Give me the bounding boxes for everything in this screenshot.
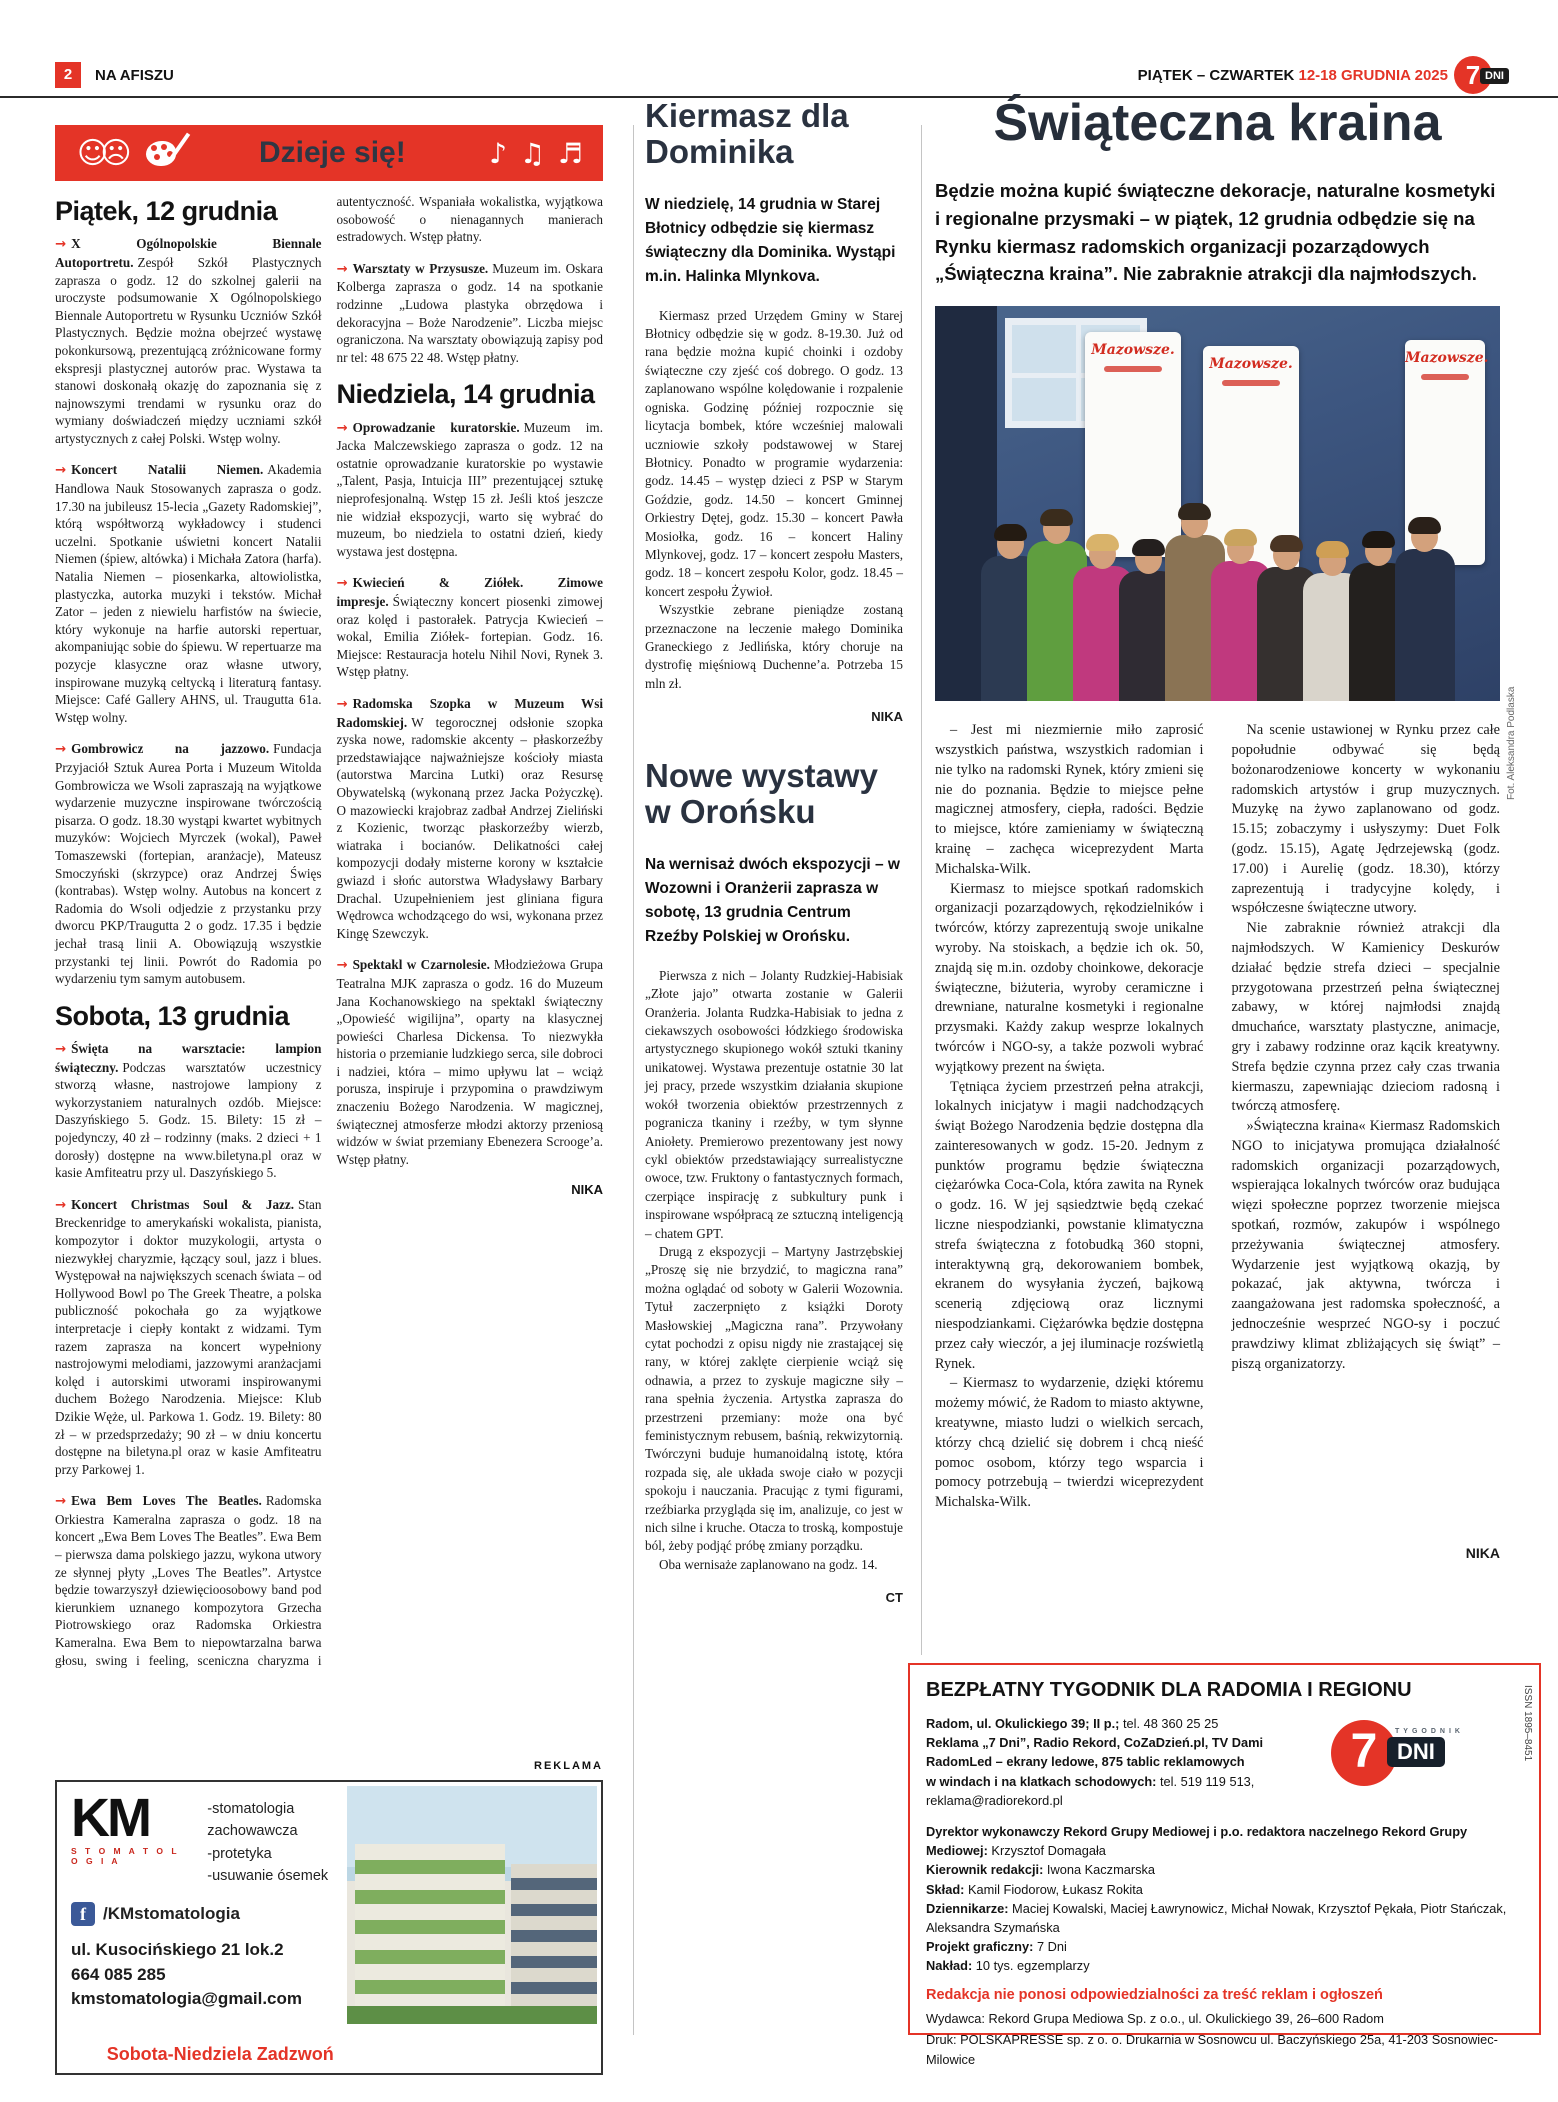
- banner-text: Mazowsze.: [1405, 350, 1489, 367]
- ad-address-block: [71, 1938, 343, 2012]
- logo-seven-icon: 7: [1331, 1720, 1397, 1786]
- events-block: [55, 125, 603, 1673]
- event-lead: Święta na warsztacie: lampion świąteczny.: [55, 1041, 322, 1075]
- event-lead: Warsztaty w Przysusze.: [352, 260, 489, 276]
- byline: NIKA: [871, 709, 903, 725]
- logo-dni-label: DNI: [1480, 68, 1509, 84]
- date-range: 12-18 GRUDNIA 2025: [1298, 67, 1448, 84]
- day-heading-saturday: Sobota, 13 grudnia: [55, 1000, 290, 1031]
- article-headline: Nowe wystawy w Orońsku: [645, 757, 878, 831]
- article-lead: Na wernisaż dwóch ekspozycji – w Wozowni i Oranżerii zaprasza w sobotę, 13 grudnia Centrum Rzeźby Polskiej w Orońsku.: [645, 855, 900, 945]
- arrow-icon: →: [336, 261, 348, 277]
- contact-line: reklama@radiorekord.pl: [926, 1792, 1063, 1808]
- km-logo-sub: S T O M A T O L O G I A: [71, 1845, 180, 1866]
- arrow-icon: →: [55, 237, 67, 253]
- ad-phone: 664 085 285: [71, 1964, 166, 1984]
- event-text: Zespół Szkół Plastycznych zaprasza o godz. 12 do szkolnej galerii na uroczyste podsumowanie X Ogólnopolskiego Biennale Autoportretu w Rysunku Uczniów Szkół Plastycznych. Będzie można obejrzeć wystawę pokonkursową, prezentującą zróżnicowane formy ekspresji plastycznej autorów prac. Wystawa ta stanowi doskonałą okazję do zapoznania się z najnowszymi trendami w rysunku oraz do wymiany doświadczeń między uczniami szkół artystycznych z całej Polski. Wstęp wolny.: [55, 254, 322, 446]
- event-lead: Gombrowicz na jazzowo.: [71, 741, 270, 757]
- masthead-print: Druk: POLSKAPRESSE sp. z o. o. Drukarnia w Sosnowcu ul. Baczyńskiego 25a, 41-203 Sosnowiec-Milowice: [926, 2032, 1498, 2067]
- event-item: [337, 260, 604, 367]
- event-text: Świąteczny koncert piosenki zimowej oraz kolęd i pastorałek. Patrycja Kwiecień – wokal, Emilia Ziółek- fortepian. Godz. 16. Miejsce: Restauracja hotelu Nihil Novi, Rynek 3. Wstęp płatny.: [336, 594, 603, 680]
- section-title: NA AFISZU: [95, 67, 174, 84]
- facebook-icon: f: [71, 1902, 95, 1926]
- services-list: [207, 1794, 343, 1888]
- arrow-icon: →: [55, 463, 67, 479]
- middle-column: [645, 98, 903, 1639]
- staff-line: Projekt graficzny: 7 Dni: [926, 1939, 1067, 1955]
- facebook-row: [71, 1902, 343, 1926]
- km-dental-ad: [55, 1780, 603, 2075]
- event-lead: X Ogólnopolskie Biennale Autoportretu.: [55, 236, 322, 270]
- event-lead: Spektakl w Czarnolesie.: [352, 957, 490, 973]
- km-logo: [71, 1788, 193, 1866]
- arrow-icon: →: [336, 576, 348, 592]
- ad-hours: Sobota-Niedziela Zadzwoń: [106, 2044, 334, 2064]
- feature-paragraph: Nie zabraknie również atrakcji dla najmłodszych. W Kamienicy Deskurów działać będzie strefa dzieci – specjalnie przygotowana przestrzeń pełna świątecznej zabawy, w której najmłodsi znajdą dmuchańce, warsztaty plastyczne, animacje, gry i zabawy rodzinne oraz kącik kreatywny. Strefa będzie czynna przez cały czas trwania kiermaszu, zapewniając dzieciom radosną i twórczą atmosferę.: [1231, 920, 1500, 1115]
- ad-email: kmstomatologia@gmail.com: [71, 1989, 303, 2009]
- event-lead: Kwiecień & Ziółek. Zimowe impresje.: [336, 575, 603, 610]
- event-text: Podczas warsztatów uczestnicy stworzą własne, nastrojowe lampiony z wykorzystaniem naturalnych ozdób. Miejsce: Daszyńskiego 5. Godz. 15. Bilety: 15 zł – pojedynczy, 40 zł – rodzinny (maks. 2 dzieci + 1 dorosły) dostępne na www.biletyna.pl oraz w kasie Amfiteatru przy ul. Daszyńskiego 5.: [55, 1059, 322, 1181]
- masthead-box: [908, 1663, 1541, 2067]
- contact-line: Reklama „7 Dni”, Radio Rekord, CoZaDzień.pl, TV Dami: [926, 1735, 1264, 1751]
- contact-line: w windach i na klatkach schodowych: tel. 519 119 513,: [926, 1773, 1255, 1789]
- ad-content: [71, 1788, 343, 2012]
- feature-photo: [935, 306, 1500, 701]
- event-lead: Koncert Natalii Niemen.: [71, 462, 264, 478]
- page-header: [0, 62, 1558, 96]
- event-lead: Oprowadzanie kuratorskie.: [352, 419, 520, 435]
- masthead-title: BEZPŁATNY TYGODNIK DLA RADOMIA I REGIONU: [926, 1679, 1412, 1701]
- event-text: Fundacja Przyjaciół Sztuk Aurea Porta i Muzeum Witolda Gombrowicza we Wsoli zapraszają na wyjątkowe wydarzenie muzyczne inspirowane twórczością pisarza. O godz. 18.30 wystąpi kwartet wybitnych muzyków: Wojciech Myrczek (wokal), Paweł Tomaszewski (fortepian, aranżacje), Mateusz Smoczyński (skrzypce) oraz Andrzej Święs (kontrabas). Wstęp wolny. Autobus na koncert z Radomia do Wsoli odjedzie z przystanku przy dworcu PKP/Traugutta 2 o godz. 17.35 i będzie jechał trasą linii A. Obowiązują wszystkie przystanki tej linii. Powrót do Radomia po wydarzeniu tym samym autobusem.: [55, 741, 322, 987]
- contact-line: Radom, ul. Okulickiego 39; II p.; tel. 48 360 25 25: [926, 1716, 1219, 1731]
- logo-seven-icon: 7: [1454, 56, 1492, 94]
- event-text: Akademia Handlowa Nauk Stosowanych zaprasza o godz. 17.30 na jubileusz 15-lecia „Gazety Radomskiej”, którą współtworzą wykładowcy i studenci uczelni. Spotkanie uświetni koncert Natalii Niemen (śpiew, altówka) i Michała Zatora (harfa). Natalia Niemen – piosenkarka, altowiolistka, plastyczka, autorka muzyki i tekstów. Michał Zator – jeden z niewielu harfistów na świecie, który wykonuje na harfie autorski repertuar, akompaniując sobie do śpiewu. W repertuarze ma pozycje klasyczne oraz własne utwory, inspirowane muzyką celtycką i literaturą fantasy. Miejsce: Café Gallery AHNS, ul. Traugutta 61a. Wstęp wolny.: [55, 462, 322, 725]
- theater-masks-icon: ☺☹: [77, 135, 124, 171]
- feature-paragraph: »Świąteczna kraina« Kiermasz Radomskich NGO to inicjatywa promująca działalność radomskich organizacji pozarządowych, wspierająca lokalnych twórców oraz budująca więzi społeczne poprzez tworzenie miejsca spotkań, rozmów, zakupów i wspólnego przeżywania świątecznej atmosfery. Wydarzenie jest wyjątkową okazją, by pokazać, jak aktywna, twórcza i zaangażowana jest radomska społeczność, a jednocześnie wesprzeć NGO-sy i poczuć prawdziwy klimat zbliżających się świąt” – piszą organizatorzy.: [1231, 1118, 1500, 1372]
- masthead-contact: [926, 1714, 1306, 1810]
- article-lead: W niedzielę, 14 grudnia w Starej Błotnicy odbędzie się kiermasz świąteczny dla Dominika. Wystąpi m.in. Halinka Mlynkova.: [645, 195, 896, 285]
- staff-line: Nakład: 10 tys. egzemplarzy: [926, 1958, 1090, 1974]
- event-lead: Radomska Szopka w Muzeum Wsi Radomskiej.: [336, 696, 603, 730]
- byline: CT: [885, 1590, 903, 1606]
- music-notes-icon: ♪ ♫ ♬: [489, 136, 585, 170]
- article-headline: Kiermasz dla Dominika: [645, 97, 849, 171]
- event-text: W tegorocznej odsłonie szopka zyska nowe, radomskie akcenty – płaskorzeźby przedstawiające najważniejsze kościoły miasta (autorstwa Marcina Lutki) oraz Resursę Obywatelską (wykonaną przez Jacka Pożyczkę). O mazowiecki krajobraz zadbał Andrzej Zieliński z Kozienic, tworząc płaskorzeźby wierzb, wiatraka i bocianów. Delikatności całej kompozycji dodały misterne korony w kształcie gwiazd i słońc autorstwa Władysławy Barbary Drachal. Uzupełnieniem jest gliniana figura Wędrowca wchodzącego do wsi, wykonana przez Kingę Szewczyk.: [336, 714, 603, 941]
- staff-line: Skład: Kamil Fiodorow, Łukasz Rokita: [926, 1881, 1143, 1897]
- event-lead: Ewa Bem Loves The Beatles.: [71, 1493, 262, 1509]
- group-of-people: [935, 306, 1500, 701]
- masthead-publisher: Wydawca: Rekord Grupa Mediowa Sp. z o.o., ul. Okulickiego 39, 26–600 Radom: [926, 2011, 1384, 2027]
- feature-paragraph: Kiermasz to miejsce spotkań radomskich organizacji pozarządowych, rękodzielników i twórców, którzy zaprezentują swoje unikalne wyroby. Na stoiskach, a będzie ich ok. 50, znajdą się m.in. ozdoby choinkowe, dekoracje świąteczne, biżuteria, wyroby ceramiczne i drewniane, naturalne kosmetyki i regionalne przysmaki. Każdy zakup wesprze lokalnych twórców i NGO-sy, a także pozwoli wybrać wyjątkowy prezent na święta.: [935, 880, 1204, 1075]
- feature-paragraph: Na scenie ustawionej w Rynku przez całe popołudnie odbywać się będą bożonarodzeniowe koncerty w wykonaniu radomskich artystów i grup muzycznych. Muzykę na żywo zaplanowano od godz. 15.15; zobaczymy i usłyszymy: Duet Folk (godz. 15.15), Agatę Jędrzejewską (godz. 17.00) i Aurelię (godz. 18.30), którzy zaprezentują i tradycyjne kolędy, i współczesne świąteczne utwory.: [1231, 722, 1500, 917]
- facebook-handle: /KMstomatologia: [103, 1903, 240, 1923]
- staff-line: Kierownik redakcji: Iwona Kaczmarska: [926, 1862, 1156, 1878]
- byline: NIKA: [571, 1182, 603, 1198]
- feature-paragraph: Tętniąca życiem przestrzeń pełna atrakcji, lokalnych inicjatyw i magii nadchodzących świąt Bożego Narodzenia będzie dostępna dla zainteresowanych w godz. 15-20. Jednym z punktów programu będzie świąteczna ciężarówka Coca-Cola, która zawita na Rynek o godz. 16. W jej sąsiedztwie będą czekać liczne niespodzianki, powstanie klimatyczna strefa świąteczna z fotobudką 360 stopni, interaktywną grą, dekorowaniem bombek, ekranem do wysyłania życzeń, bajkową scenerią zdjęciową oraz licznymi niespodziankami. Ciężarówka będzie dostępna przez cały wieczór, a jej iluminacje rozświetlą Rynek.: [935, 1078, 1204, 1372]
- column-divider-left: [633, 125, 634, 2035]
- banner-text: Mazowsze.: [1091, 342, 1175, 359]
- building-photo: [347, 1786, 597, 2024]
- feature-paragraph: – Kiermasz to wydarzenie, dzięki któremu możemy mówić, że Radom to miasto aktywne, kreatywne, miasto ludzi o wielkich sercach, którzy chcą dzielić się dobrem i chcą nieść pomoc osobom, którzy tego wsparcia i pomocy potrzebują – twierdzi wiceprezydent Michalska-Wilk.: [935, 1375, 1204, 1511]
- article-paragraph: Oba wernisaże zaplanowano na godz. 14.: [659, 1556, 878, 1572]
- photo-credit: Fot. Aleksandra Podlaska: [1506, 686, 1517, 800]
- arrow-icon: →: [336, 958, 348, 974]
- event-item: [337, 956, 604, 1168]
- event-item: [55, 1196, 322, 1479]
- event-item: [55, 1040, 322, 1182]
- event-item: [337, 419, 604, 561]
- staff-line: Dyrektor wykonawczy Rekord Grupy Mediowej i p.o. redaktora naczelnego Rekord Grupy Mediowej: Krzysztof Domagała: [926, 1823, 1468, 1859]
- staff-line: Dziennikarze: Maciej Kowalski, Maciej Ławrynowicz, Michał Nowak, Krzysztof Pękała, Piotr Stańczak, Aleksandra Szymańska: [926, 1900, 1507, 1935]
- masthead-staff: [926, 1822, 1509, 1976]
- event-item: [337, 574, 604, 681]
- date-days: PIĄTEK – CZWARTEK: [1137, 67, 1299, 84]
- byline: NIKA: [1465, 1545, 1500, 1562]
- banner-text: Mazowsze.: [1209, 356, 1293, 373]
- arrow-icon: →: [55, 1042, 67, 1058]
- event-item: [55, 740, 322, 987]
- arrow-icon: →: [336, 420, 348, 436]
- arrow-icon: →: [55, 742, 67, 758]
- article-kiermasz-dominik: [645, 98, 903, 724]
- page-number: 2: [55, 62, 81, 88]
- logo-dni-label: DNI: [1387, 1737, 1445, 1767]
- palette-icon: [146, 141, 176, 166]
- event-text: Stan Breckenridge to amerykański wokalista, pianista, kompozytor i doktor muzykologii, artysta o niezwykłej charyzmie, łączący soul, jazz i blues. Występował na największych scenach świata – od Hollywood Bowl po The Greek Theatre, a polska publiczność pokochała go za wyjątkowe interpretacje i ciepły kontakt z widzami. Tym razem zaprasza na koncert wypełniony nastrojowymi melodiami, jazzowymi aranżacjami kolęd i autorskimi utworami inspirowanymi duchem Bożego Narodzenia. Miejsce: Klub Dzikie Węże, ul. Parkowa 1. Godz. 19. Bilety: 80 zł – w przedsprzedaży; 90 zł – w dniu koncertu dostępne na biletyna.pl oraz w kasie Amfiteatru przy Parkowej 1.: [55, 1196, 322, 1477]
- arrow-icon: →: [336, 697, 348, 712]
- person-figure: [1395, 522, 1455, 701]
- 7dni-logo: [1454, 56, 1516, 96]
- event-text: Muzeum im. Jacka Malczewskiego zaprasza o godz. 12 na ostatnie oprowadzanie kuratorskie po wystawie „Talent, Pasja, Intuicja III” prezentującej sztukę nieprofesjonalną. Wstęp 15 zł. Jeśli ktoś jeszcze nie widział ekspozycji, warto się wybrać do muzeum, bo niedziela to ostatni dzień, kiedy wystawa jest dostępna.: [336, 419, 603, 559]
- event-text: Młodzieżowa Grupa Teatralna MJK zaprasza o godz. 16 do Muzeum Jana Kochanowskiego na spektakl świąteczny „Opowieść wigilijna”, oparty na klasycznej powieści Charlesa Dickensa. To niezwykła historia o przemianie ludzkiego serca, sile dobroci i nadziei, która – mimo upływu lat – wciąż porusza, inspiruje i przypomina o prawdziwym znaczeniu Bożego Narodzenia. W magicznej, świątecznej atmosferze młodzi aktorzy przeniosą widzów w świat przemiany Ebenezera Scrooge’a. Wstęp płatny.: [336, 957, 603, 1167]
- event-text: Muzeum im. Oskara Kolberga zaprasza o godz. 14 na spotkanie rodzinne „Ludowa plastyka obrzędowa i dekoracyjna – Boże Narodzenie”. Liczba miejsc ograniczona. Na warsztaty obowiązują zapisy pod nr tel: 48 675 22 48. Wstęp płatny.: [336, 260, 603, 365]
- service-item: -usuwanie ósemek: [207, 1868, 329, 1885]
- event-item: [55, 461, 322, 726]
- service-item: -protetyka: [207, 1845, 272, 1862]
- day-heading-sunday: Niedziela, 14 grudnia: [336, 379, 595, 410]
- contact-line: RadomLed – ekrany ledowe, 875 tablic reklamowych: [926, 1754, 1245, 1770]
- article-paragraph: Pierwsza z nich – Jolanty Rudzkiej-Habisiak „Złote jajo” otwarta zostanie w Galerii Oranżeria. Jolanta Rudzka-Habisiak to jedna z ciekawszych osobowości łódzkiego środowiska artystycznego skupionego wokół sztuki tkaniny unikatowej. Wystawa prezentuje ostatnie 30 lat jej pracy, przede wszystkim działania skupione wokół tworzenia obiektów przestrzennych z pogranicza tkaniny i rzeźby, w tym słynne Aniołety. Premierowo prezentowany jest nowy cykl obiektów przedstawiający surrealistyczne owoce, tzw. Fruktony o fantastycznych formach, czerpiące inspirację z subkultury punk i inspirowane współpracą ze sztuczną inteligencją – chatem GPT.: [645, 967, 903, 1241]
- banner-title: Dzieje się!: [258, 136, 406, 169]
- article-paragraph: Wszystkie zebrane pieniądze zostaną przeznaczone na leczenie małego Dominika Graneckiego z Jedlińska, który choruje na dystrofię mięśniową Duchenne’a. Potrzeba 15 mln zł.: [645, 602, 903, 691]
- arrow-icon: →: [55, 1494, 67, 1510]
- feature-lead: Będzie można kupić świąteczne dekoracje, naturalne kosmetyki i regionalne przysmaki – w piątek, 12 grudnia odbędzie się na Rynku kiermasz radomskich organizacji pozarządowych „Świąteczna kraina”. Nie zabraknie atrakcji dla najmłodszych.: [935, 180, 1496, 285]
- events-listing: [55, 193, 603, 1673]
- feature-headline: Świąteczna kraina: [993, 94, 1442, 152]
- logo-tygodnik-label: TYGODNIK: [1395, 1728, 1464, 1735]
- ad-address: ul. Kusocińskiego 21 lok.2: [71, 1939, 284, 1959]
- article-oronsko: [645, 758, 903, 1605]
- column-divider-right: [921, 125, 922, 1655]
- article-paragraph: Drugą z ekspozycji – Martyny Jastrzębskiej „Proszę się nie brzydzić, to magiczna rana” można oglądać od soboty w Galerii Wozownia. Tytuł zaczerpnięto z książki Doroty Masłowskiej „Magiczna rana”. Przywołany cytat pochodzi z opisu nigdy nie zrastającej się rany, w której zaklęte cierpienie wciąż się odnawia, a przez to zyskuje magiczne siły – rana spełnia życzenia. Artystka zaprasza do przestrzeni przemiany: może ona być feministycznym rebusem, baśnią, rekwizytornią. Twórczyni buduje humanoidalną istotę, która rozpada się, ale układa swoje ciało w pozycji spokoju i nauczania. Pracując z tymi figurami, rzeźbiarka przygląda się im, analizuje, co jest w nich silne i kruche. Otacza to troską, kompostuje ból, żeby podjąć próbę zmiany porządku.: [645, 1243, 903, 1554]
- date-line: [1138, 67, 1448, 84]
- feature-article: [935, 95, 1500, 1561]
- day-heading-friday: Piątek, 12 grudnia: [55, 196, 278, 226]
- feature-body: [935, 721, 1500, 1541]
- masthead-disclaimer: Redakcja nie ponosi odpowiedzialności za treść reklam i ogłoszeń: [926, 1987, 1383, 2004]
- feature-paragraph: – Jest mi niezmiernie miło zaprosić wszystkich państwa, wszystkich radomian i nie tylko na radomski Rynek, który zmieni się nie do poznania. Będzie to miejsce pełne magicznej atmosfery, ciepła, radości. Będzie to miejsce, które zamieniamy w świąteczną krainę – zachęca wiceprezydent Marta Michalska-Wilk.: [935, 722, 1204, 877]
- masthead-7dni-logo: [1331, 1720, 1481, 1790]
- event-item: [55, 235, 322, 447]
- issn-label: ISSN 1895–8451: [1522, 1685, 1533, 1762]
- event-text: Radomska Orkiestra Kameralna zaprasza o godz. 18 na koncert „Ewa Bem Loves The Beatles”. Ewa Bem – pierwsza dama polskiego jazzu, wykona utwory ze słynnej płyty „Loves The Beatles”. Artystce będzie towarzyszył dziewięcioosobowy band pod kierunkiem uznanego kompozytora Grzecha Piotrowskiego oraz Radomska Orkiestra Kameralna. Ewa Bem to niepowtarzalna barwa głosu, swing i feeling, sceniczna charyzma i autentyczność. Wspaniała wokalistka, wyjątkowa osobowość o nienagannych manierach estradowych. Wstęp płatny.: [55, 194, 603, 1668]
- dzieje-sie-banner: [55, 125, 603, 181]
- event-item: [337, 695, 604, 942]
- event-lead: Koncert Christmas Soul & Jazz.: [71, 1196, 295, 1212]
- reklama-label: REKLAMA: [534, 1760, 603, 1772]
- article-paragraph: Kiermasz przed Urzędem Gminy w Starej Błotnicy odbędzie się w godz. 8-19.30. Już od rana będzie można kupić choinki i ozdoby świąteczne czy zjeść coś dobrego. O godz. 13 zaplanowano wspólne kolędowanie i rozpalenie ogniska. Godzinę później rozpocznie się licytacja bombek, które wcześniej malowali uczniowie szkoły podstawowej w Starej Błotnicy. Ponadto w programie wydarzenia: godz. 14.45 – występ dzieci z PSP w Starym Goździe, godz. 14.50 – koncert Gminnej Orkiestry Dętej, godz. 15.30 – koncert Pawła Mosiołka, godz. 16 – koncert Haliny Mlynkovej, godz. 17 – koncert zespołu Masters, godz. 18 – koncert zespołu Kolor, godz. 18.45 – koncert zespołu Żywioł.: [645, 307, 903, 599]
- arrow-icon: →: [55, 1197, 67, 1213]
- service-item: -stomatologia zachowawcza: [207, 1801, 298, 1840]
- km-logo-text: KM: [71, 1788, 149, 1848]
